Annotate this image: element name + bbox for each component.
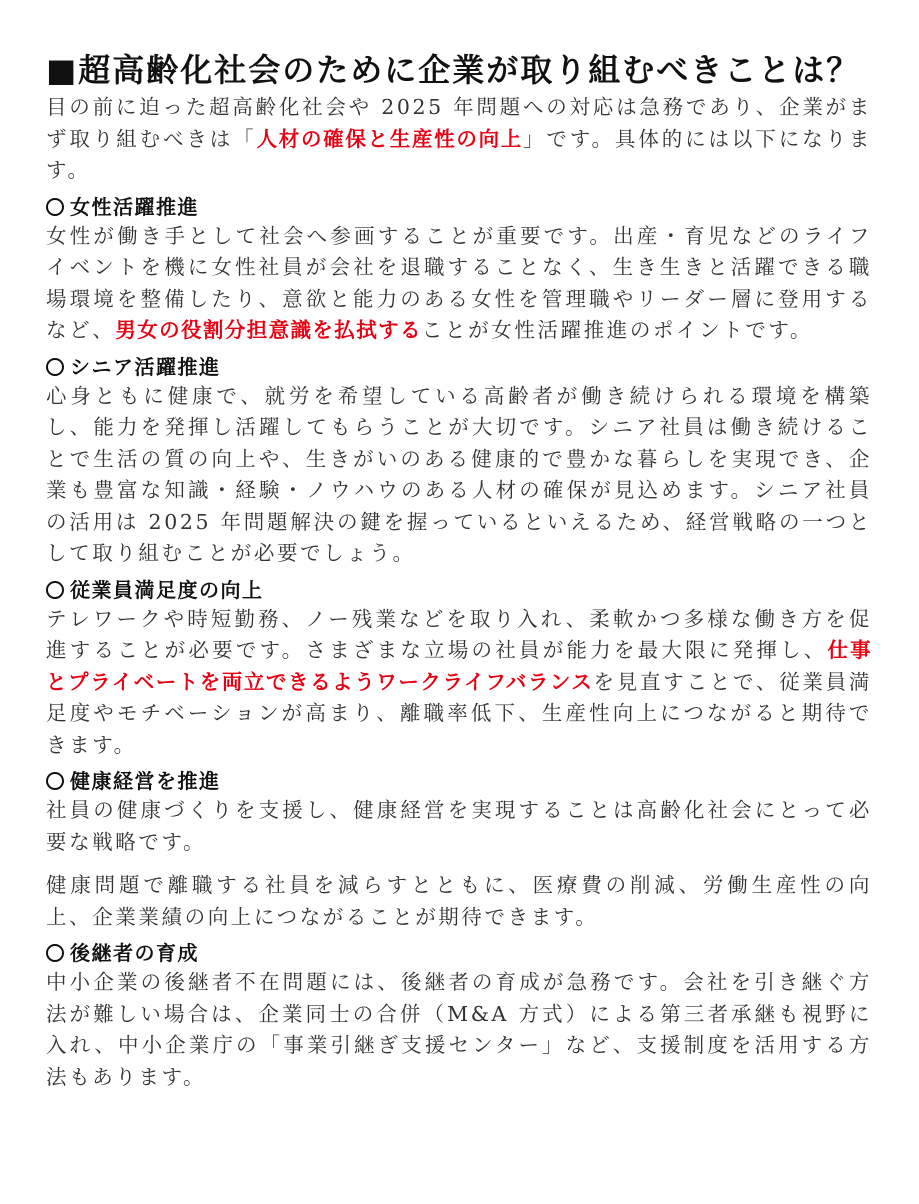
intro-highlight: 人材の確保と生産性の向上 (256, 126, 523, 151)
paragraph-highlight: 仕事とプライベートを両立できるようワークライフバランス (46, 638, 872, 694)
paragraph-highlight: 男女の役割分担意識を払拭する (115, 318, 422, 342)
circle-bullet-icon (46, 198, 64, 216)
paragraph-text-before: テレワークや時短勤務、ノー残業などを取り入れ、柔軟かつ多様な働き方を促進することが必要です。さまざまな立場の社員が能力を最大限に発揮し、 (46, 606, 872, 662)
page-title: ■超高齢化社会のために企業が取り組むべきことは？ (46, 51, 861, 89)
paragraph-text-after: ことが女性活躍推進のポイントです。 (421, 318, 813, 342)
section-paragraph: 心身ともに健康で、就労を希望している高齢者が働き続けられる環境を構築し、能力を発揮し活躍してもらうことが大切です。シニア社員は働き続けることで生活の質の向上や、生きがいのある健康的で豊かな暮らしを実現でき、企業も豊富な知識・経験・ノウハウのある人材の確保が見込めます。シニア社員の活用は 2025 年問題解決の鍵を握っているといえるため、経営戦略の一つとして取り組むことが必要でしょう。 (46, 383, 872, 565)
section-heading-label: 女性活躍推進 (70, 194, 199, 219)
section-heading-successor (46, 939, 872, 967)
section-paragraph: 社員の健康づくりを支援し、健康経営を実現することは高齢化社会にとって必要な戦略です。 (46, 798, 872, 854)
section-heading-label: 健康経営を推進 (70, 769, 221, 793)
section-heading-label: 後継者の育成 (70, 941, 199, 965)
section-paragraph: 中小企業の後継者不在問題には、後継者の育成が急務です。会社を引き継ぐ方法が難しい場合は、企業同士の合併（M&A 方式）による第三者承継も視野に入れ、中小企業庁の「事業引継ぎ支援センター」など、支援制度を活用する方法もあります。 (46, 970, 872, 1089)
intro-text-after: 」です。具体的には以下になります。 (46, 126, 872, 182)
paragraph-text-before: 女性が働き手として社会へ参画することが重要です。出産・育児などのライフイベントを機に女性社員が会社を退職することなく、生き生きと活躍できる職場環境を整備したり、意欲と能力のある女性を管理職やリーダー層に登用するなど、 (46, 223, 872, 342)
section-heading-health-management (46, 767, 872, 795)
circle-bullet-icon (46, 944, 64, 962)
section-paragraph: 健康問題で離職する社員を減らすとともに、医療費の削減、労働生産性の向上、企業業績の向上につながることが期待できます。 (46, 873, 872, 929)
circle-bullet-icon (46, 772, 64, 790)
section-heading-label: シニア活躍推進 (70, 354, 221, 379)
section-heading-label: 従業員満足度の向上 (70, 577, 264, 602)
section-paragraph (46, 221, 872, 347)
intro-paragraph (46, 92, 872, 187)
section-heading-senior (46, 353, 872, 381)
intro-text-before: 目の前に迫った超高齢化社会や 2025 年問題への対応は急務であり、企業がまず取り組むべきは「 (46, 95, 872, 151)
section-heading-employee-satisfaction (46, 576, 872, 604)
circle-bullet-icon (46, 358, 64, 376)
circle-bullet-icon (46, 581, 64, 599)
section-paragraph (46, 604, 872, 762)
paragraph-text-after: を見直すことで、従業員満足度やモチベーションが高まり、離職率低下、生産性向上につながると期待できます。 (46, 669, 872, 757)
document-page (46, 0, 872, 1093)
section-heading-women (46, 193, 872, 221)
